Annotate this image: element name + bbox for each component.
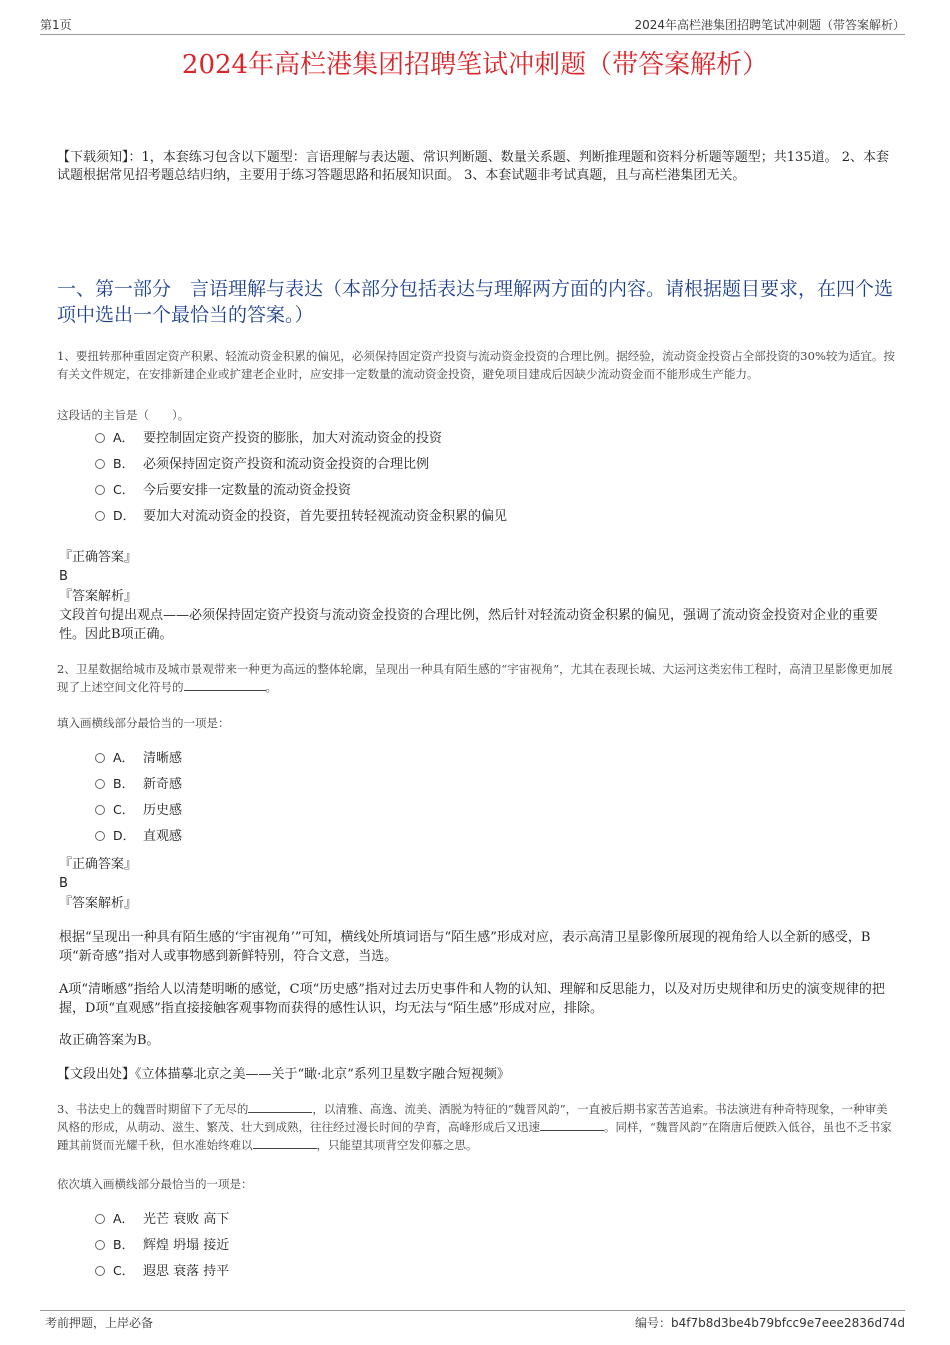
q2-option-d[interactable]: D． 直观感 (95, 826, 182, 846)
q2-source: 【文段出处】《立体描摹北京之美——关于“瞰·北京”系列卫星数字融合短视频》 (57, 1067, 510, 1082)
question-1-ask: 这段话的主旨是（ ）。 (57, 408, 190, 422)
q1-answer: B (59, 569, 68, 584)
q1-option-c[interactable]: C． 今后要安排一定数量的流动资金投资 (95, 480, 351, 500)
header-doc-title: 2024年高栏港集团招聘笔试冲刺题（带答案解析） (634, 18, 905, 32)
radio-icon[interactable] (95, 753, 105, 763)
radio-icon[interactable] (95, 459, 105, 469)
q2-answer: B (59, 876, 68, 891)
q3-option-c[interactable]: C． 遐思 衰落 持平 (95, 1261, 229, 1281)
radio-icon[interactable] (95, 433, 105, 443)
page-header (40, 14, 905, 35)
radio-icon[interactable] (95, 511, 105, 521)
question-3-stem: 3、书法史上的魏晋时期留下了无尽的 ，以清雅、高逸、流美、洒脱为特征的“魏晋风韵”，一直被后期书家苦苦追索。书法演进有种奇特现象，一种审美风格的形成，从萌动、滋生、繁茂、壮大到成熟，往往经过漫长时间的孕育，高峰形成后又迅速 。同样，“魏晋风韵”在隋唐后便跌入低谷，虽也不乏书家踵其前贤而光耀千秋，但水准始终难以 ，只能望其项背空发仰慕之思。 (57, 1102, 892, 1152)
radio-icon[interactable] (95, 779, 105, 789)
page-number: 第1页 (40, 18, 72, 32)
q2-analysis-2: A项“清晰感”指给人以清楚明晰的感觉，C项“历史感”指对过去历史事件和人物的认知、理解和反思能力，以及对历史规律和历史的演变规律的把握，D项“直观感”指直接接触客观事物而获得的感性认识，均无法与“陌生感”形成对应，排除。 (59, 982, 885, 1016)
q1-analysis-label: 『答案解析』 (59, 589, 138, 604)
question-2-ask: 填入画横线部分最恰当的一项是： (57, 716, 230, 730)
q2-answer-label: 『正确答案』 (59, 857, 138, 872)
q2-option-b[interactable]: B． 新奇感 (95, 774, 182, 794)
q1-analysis: 文段首句提出观点——必须保持固定资产投资与流动资金投资的合理比例，然后针对轻流动资金积累的偏见，强调了流动资金投资对企业的重要性。因此B项正确。 (59, 608, 879, 642)
radio-icon[interactable] (95, 1266, 105, 1276)
radio-icon[interactable] (95, 485, 105, 495)
question-2-stem: 2、卫星数据给城市及城市景观带来一种更为高远的整体轮廓，呈现出一种具有陌生感的“宇宙视角”，尤其在表现长城、大运河这类宏伟工程时，高清卫星影像更加展现了上述空间文化符号的 。 (57, 662, 893, 694)
q1-option-b[interactable]: B． 必须保持固定资产投资和流动资金投资的合理比例 (95, 454, 429, 474)
footer-doc-id: 编号：b4f7b8d3be4b79bfcc9e7eee2836d74d (634, 1316, 905, 1330)
q2-option-a[interactable]: A． 清晰感 (95, 748, 182, 768)
radio-icon[interactable] (95, 1214, 105, 1224)
q3-option-a[interactable]: A． 光芒 衰败 高下 (95, 1209, 229, 1229)
page-title: 2024年高栏港集团招聘笔试冲刺题（带答案解析） (181, 50, 769, 80)
download-notice: 【下载须知】：1，本套练习包含以下题型：言语理解与表达题、常识判断题、数量关系题、判断推理题和资料分析题等题型；共135道。 2、本套试题根据常见招考题总结归纳，主要用于练习答题思路和拓展知识面。 3、本套试题非考试真题，且与高栏港集团无关。 (57, 150, 889, 183)
section-heading: 一、第一部分 言语理解与表达（本部分包括表达与理解两方面的内容。请根据题目要求，在四个选项中选出一个最恰当的答案。） (57, 278, 894, 326)
q1-option-a[interactable]: A． 要控制固定资产投资的膨胀，加大对流动资金的投资 (95, 428, 442, 448)
radio-icon[interactable] (95, 805, 105, 815)
question-3-ask: 依次填入画横线部分最恰当的一项是： (57, 1177, 253, 1191)
q2-analysis-label: 『答案解析』 (59, 896, 138, 911)
q1-option-d[interactable]: D． 要加大对流动资金的投资，首先要扭转轻视流动资金积累的偏见 (95, 506, 507, 526)
footer-slogan: 考前押题，上岸必备 (45, 1316, 154, 1330)
page-footer (40, 1310, 905, 1330)
radio-icon[interactable] (95, 1240, 105, 1250)
q2-analysis-3: 故正确答案为B。 (59, 1033, 160, 1048)
q2-option-c[interactable]: C． 历史感 (95, 800, 182, 820)
q1-answer-label: 『正确答案』 (59, 550, 138, 565)
q3-option-b[interactable]: B． 辉煌 坍塌 接近 (95, 1235, 229, 1255)
radio-icon[interactable] (95, 831, 105, 841)
question-1-stem: 1、要扭转那种重固定资产积累、轻流动资金积累的偏见，必须保持固定资产投资与流动资金投资的合理比例。据经验，流动资金投资占全部投资的30%较为适宜。按有关文件规定，在安排新建企业或扩建老企业时，应安排一定数量的流动资金投资，避免项目建成后因缺少流动资金而不能形成生产能力。 (57, 349, 895, 381)
q2-analysis-1: 根据“呈现出一种具有陌生感的‘宇宙视角’”可知，横线处所填词语与“陌生感”形成对应，表示高清卫星影像所展现的视角给人以全新的感受，B项“新奇感”指对人或事物感到新鲜特别，符合文意，当选。 (59, 930, 871, 964)
